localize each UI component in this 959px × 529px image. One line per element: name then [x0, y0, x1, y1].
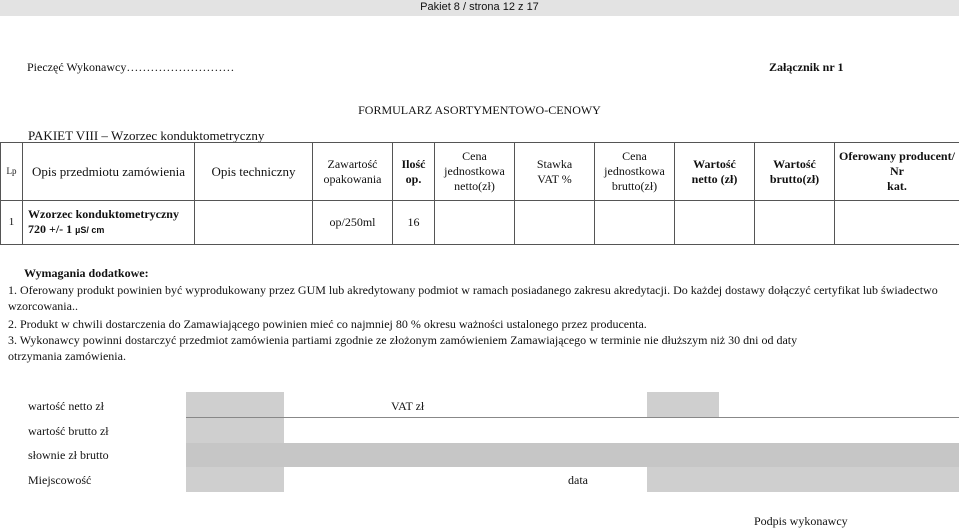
data-label: data	[568, 473, 588, 487]
netto-value-field[interactable]	[186, 392, 284, 417]
header-zawartosc: Zawartość opakowania	[313, 143, 393, 201]
header-ilosc: Ilość op.	[393, 143, 435, 201]
vat-label: VAT zł	[391, 399, 425, 413]
header-cena-brutto: Cena jednostkowa brutto(zł)	[595, 143, 675, 201]
attachment-label: Załącznik nr 1	[769, 60, 844, 74]
row-stawka-vat[interactable]	[515, 201, 595, 245]
miejscowosc-label: Miejscowość	[28, 473, 92, 487]
netto-label: wartość netto zł	[28, 399, 104, 413]
header-stawka-vat: Stawka VAT %	[515, 143, 595, 201]
header-producent: Oferowany producent/ Nr kat.	[835, 143, 959, 201]
row-lp: 1	[1, 201, 23, 245]
signature-label: Podpis wykonawcy	[754, 514, 848, 528]
assortment-table	[0, 142, 959, 245]
form-title: FORMULARZ ASORTYMENTOWO-CENOWY	[358, 103, 601, 117]
package-title: PAKIET VIII – Wzorzec konduktometryczny	[28, 128, 265, 143]
row-ilosc: 16	[393, 201, 435, 245]
row-opis: Wzorzec konduktometryczny 720 +/- 1 µS/ cm	[23, 201, 195, 245]
summary-divider	[186, 417, 959, 418]
brutto-value-field[interactable]	[186, 418, 284, 443]
row-producent[interactable]	[835, 201, 959, 245]
header-cena-netto: Cena jednostkowa netto(zł)	[435, 143, 515, 201]
row-cena-brutto[interactable]	[595, 201, 675, 245]
data-field[interactable]	[647, 467, 959, 492]
row-zawartosc: op/250ml	[313, 201, 393, 245]
slownie-value-field[interactable]	[186, 443, 959, 467]
header-opis: Opis przedmiotu zamówienia	[23, 143, 195, 201]
requirements-title: Wymagania dodatkowe:	[24, 266, 149, 280]
stamp-text: Pieczęć Wykonawcy………………………	[27, 60, 235, 74]
header-wartosc-brutto: Wartość brutto(zł)	[755, 143, 835, 201]
row-wartosc-brutto[interactable]	[755, 201, 835, 245]
miejscowosc-field[interactable]	[186, 467, 284, 492]
requirement-item-2: 2. Produkt w chwili dostarczenia do Zamawiającego powinien mieć co najmniej 80 % okresu ważności ustalonego przez producenta.	[8, 317, 647, 331]
requirement-item-3: 3. Wykonawcy powinni dostarczyć przedmiot zamówienia partiami zgodnie ze złożonym zamówieniem Zamawiającego w terminie nie dłuższym niż 30 dni od daty otrzymania zamówienia.	[8, 333, 798, 363]
table-header-row	[1, 143, 959, 201]
table-row	[1, 201, 959, 245]
row-cena-netto[interactable]	[435, 201, 515, 245]
brutto-label: wartość brutto zł	[28, 424, 109, 438]
row-opis-techniczny[interactable]	[195, 201, 313, 245]
vat-value-field[interactable]	[647, 392, 719, 417]
header-wartosc-netto: Wartość netto (zł)	[675, 143, 755, 201]
row-wartosc-netto[interactable]	[675, 201, 755, 245]
slownie-label: słownie zł brutto	[28, 448, 109, 462]
header-opis-techniczny: Opis techniczny	[195, 143, 313, 201]
header-lp: Lp	[1, 143, 23, 201]
requirement-item-1: 1. Oferowany produkt powinien być wyprodukowany przez GUM lub akredytowany podmiot w ramach posiadanego zakresu akredytacji. Do każdej dostawy dołączyć certyfikat lub świadectwo wzorcowania..	[8, 283, 938, 313]
page-label: Pakiet 8 / strona 12 z 17	[420, 1, 539, 13]
